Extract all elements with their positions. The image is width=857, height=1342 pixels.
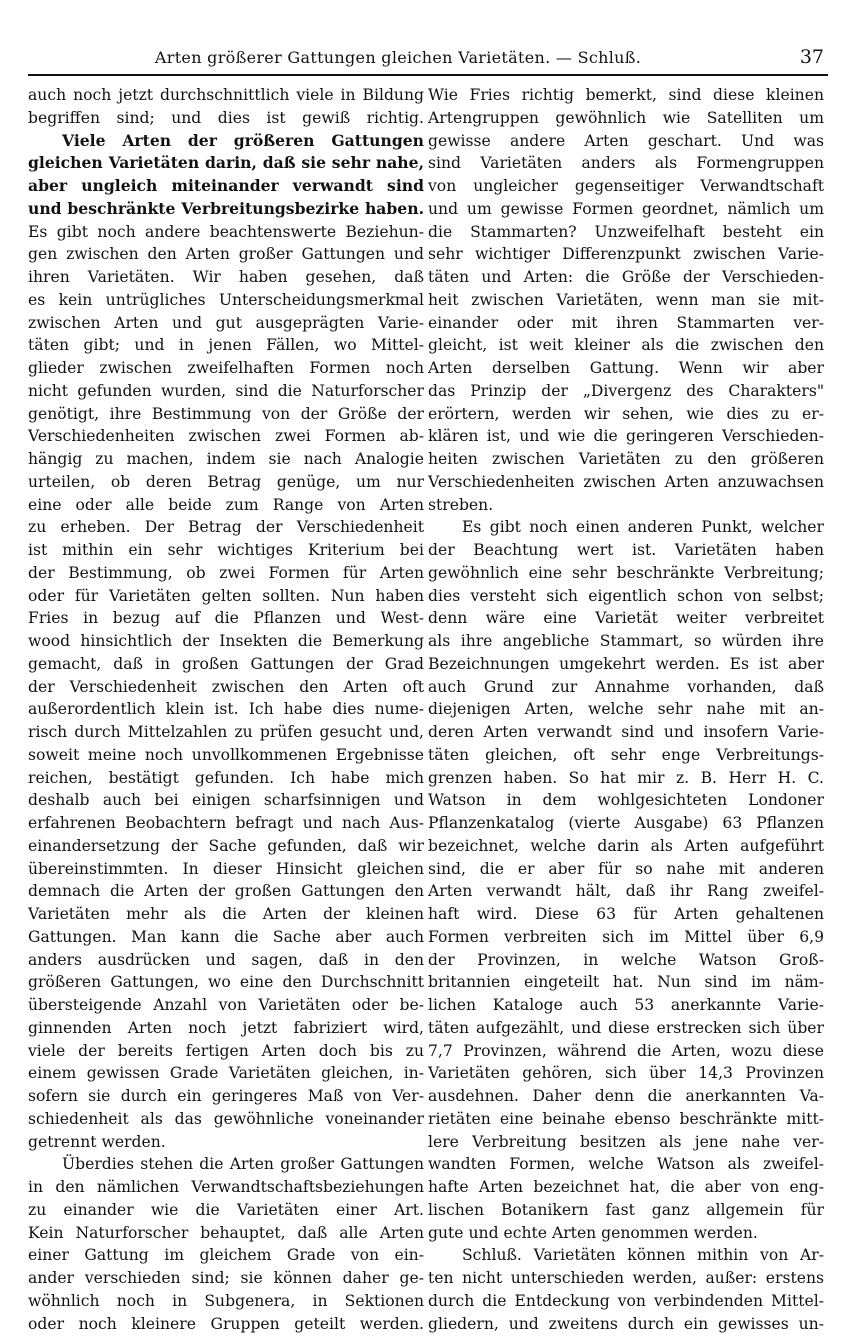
text-line: getrennt werden. — [28, 1132, 166, 1151]
text-line: Verschiedenheiten zwischen zwei Formen ab- — [28, 427, 424, 446]
text-line: schiedenheit als das gewöhnliche voneinander — [28, 1109, 424, 1128]
text-line: ten nicht unterschieden werden, außer: erstens — [428, 1269, 824, 1287]
text-line: sofern sie durch ein geringeres Maß von Ver- — [28, 1087, 424, 1105]
text-line: Fries in bezug auf die Pflanzen und West- — [28, 609, 424, 628]
text-line: oder noch kleinere Gruppen geteilt werden. — [28, 1314, 424, 1333]
text-line: lischen Botanikern fast ganz allgemein für — [428, 1200, 824, 1219]
text-line: Viele Arten der größeren Gattungen — [62, 130, 424, 150]
text-line: sind Varietäten anders als Formengruppen — [428, 154, 824, 173]
text-line: haft wird. Diese 63 für Arten gehaltenen — [428, 905, 824, 923]
text-line: lere Verbreitung besitzen als jene nahe ver- — [428, 1132, 824, 1151]
text-line: grenzen haben. So hat mir z. B. Herr H. C. — [428, 768, 824, 787]
text-line: gleichen Varietäten darin, daß sie sehr nahe, — [28, 153, 424, 173]
text-line: demnach die Arten der großen Gattungen den — [28, 882, 424, 901]
text-line: Artengruppen gewöhnlich wie Satelliten um — [428, 108, 824, 127]
text-line: Varietäten mehr als die Arten der kleinen — [28, 905, 424, 923]
text-line: einer Gattung im gleichem Grade von ein- — [28, 1246, 424, 1265]
text-line: bezeichnet, welche darin als Arten aufgeführt — [428, 836, 824, 855]
text-line: urteilen, ob deren Betrag genüge, um nur — [28, 472, 424, 491]
text-line: gewöhnlich eine sehr beschränkte Verbreitung; — [428, 563, 824, 582]
running-title: Arten größerer Gattungen gleichen Varietäten. — Schluß. — [154, 48, 642, 67]
text-line: und beschränkte Verbreitungsbezirke haben. — [28, 198, 424, 218]
text-line: rietäten eine beinahe ebenso beschränkte mitt- — [428, 1109, 824, 1128]
text-line: täten aufgezählt, und diese erstrecken sich über — [428, 1018, 824, 1037]
text-line: klären ist, und wie die geringeren Verschieden- — [428, 427, 824, 446]
text-line: gemacht, daß in großen Gattungen der Grad — [28, 654, 424, 673]
text-line: gliedern, und zweitens durch ein gewisses un- — [428, 1314, 824, 1333]
text-line: von ungleicher gegenseitiger Verwandtschaft — [428, 177, 824, 195]
text-line: einandersetzung der Sache gefunden, daß wir — [28, 836, 424, 855]
text-line: zwischen Arten und gut ausgeprägten Varie- — [28, 313, 424, 332]
text-line: Kein Naturforscher behauptet, daß alle Arten — [28, 1223, 424, 1242]
text-line: täten gleichen, oft sehr enge Verbreitungs- — [428, 745, 824, 764]
text-line: heiten zwischen Varietäten zu den größeren — [428, 450, 824, 468]
text-line: lichen Kataloge auch 53 anerkannte Varie- — [428, 996, 824, 1014]
text-line: übereinstimmten. In dieser Hinsicht gleichen — [28, 859, 424, 878]
text-line: erörtern, werden wir sehen, wie dies zu er- — [428, 404, 824, 423]
text-line: ausdehnen. Daher denn die anerkannten Va- — [428, 1087, 824, 1105]
text-line: übersteigende Anzahl von Varietäten oder be- — [28, 996, 424, 1014]
text-line: eine oder alle beide zum Range von Arten — [28, 495, 424, 514]
text-line: zu erheben. Der Betrag der Verschiedenheit — [28, 518, 424, 537]
text-line: Verschiedenheiten zwischen Arten anzuwachsen — [428, 472, 824, 491]
text-line: Watson in dem wohlgesichteten Londoner — [428, 791, 824, 810]
right-column — [428, 84, 824, 1336]
text-line: Arten verwandt hält, daß ihr Rang zweifel- — [428, 882, 824, 901]
text-line: erfahrenen Beobachtern befragt und nach Aus- — [28, 814, 424, 832]
text-line: Arten derselben Gattung. Wenn wir aber — [428, 359, 824, 377]
text-line: denn wäre eine Varietät weiter verbreitet — [428, 609, 824, 628]
text-line: ginnenden Arten noch jetzt fabriziert wird, — [28, 1018, 424, 1037]
text-line: größeren Gattungen, wo eine den Durchschnitt — [28, 973, 424, 992]
text-line: aber ungleich miteinander verwandt sind — [28, 176, 424, 195]
text-line: soweit meine noch unvollkommenen Ergebnisse — [28, 745, 424, 764]
text-line: deren Arten verwandt sind und insofern Varie- — [428, 723, 824, 741]
text-line: oder für Varietäten gelten sollten. Nun haben — [28, 586, 424, 605]
text-line: durch die Entdeckung von verbindenden Mittel- — [428, 1291, 824, 1310]
text-line: Pflanzenkatalog (vierte Ausgabe) 63 Pflanzen — [428, 814, 824, 832]
text-line: gleicht, ist weit kleiner als die zwischen den — [428, 336, 824, 355]
text-line: sehr wichtiger Differenzpunkt zwischen Varie- — [428, 245, 824, 264]
text-line: der Bestimmung, ob zwei Formen für Arten — [28, 563, 424, 582]
page-header — [28, 44, 828, 76]
text-line: diejenigen Arten, welche sehr nahe mit an- — [428, 700, 824, 719]
page-number: 37 — [799, 46, 824, 68]
text-line: Schluß. Varietäten können mithin von Ar- — [462, 1246, 824, 1265]
text-line: Bezeichnungen umgekehrt werden. Es ist aber — [428, 654, 824, 673]
text-line: täten gibt; und in jenen Fällen, wo Mittel- — [28, 336, 424, 355]
text-line: wood hinsichtlich der Insekten die Bemerkung — [28, 632, 424, 650]
text-line: gute und echte Arten genommen werden. — [428, 1223, 758, 1242]
text-line: auch Grund zur Annahme vorhanden, daß — [428, 677, 824, 696]
text-line: täten und Arten: die Größe der Verschieden- — [428, 268, 824, 286]
text-line: Wie Fries richtig bemerkt, sind diese kleinen — [428, 86, 824, 104]
text-line: der Verschiedenheit zwischen den Arten oft — [28, 677, 424, 696]
text-line: der Beachtung wert ist. Varietäten haben — [428, 541, 824, 559]
text-line: auch noch jetzt durchschnittlich viele in Bildung — [28, 86, 424, 104]
text-line: wandten Formen, welche Watson als zweifel- — [428, 1155, 824, 1174]
text-line: ihren Varietäten. Wir haben gesehen, daß — [28, 268, 424, 286]
text-line: das Prinzip der „Divergenz des Charakters" — [428, 381, 824, 400]
text-line: britannien eingeteilt hat. Nun sind im näm- — [428, 973, 824, 992]
text-line: Es gibt noch einen anderen Punkt, welcher — [462, 518, 824, 537]
text-line: Gattungen. Man kann die Sache aber auch — [28, 927, 424, 946]
text-line: und um gewisse Formen geordnet, nämlich um — [428, 199, 824, 218]
text-line: Es gibt noch andere beachtenswerte Beziehun- — [28, 222, 424, 241]
text-line: in den nämlichen Verwandtschaftsbeziehungen — [28, 1178, 424, 1196]
text-line: wöhnlich noch in Subgenera, in Sektionen — [28, 1291, 424, 1310]
text-line: es kein untrügliches Unterscheidungsmerkmal — [28, 290, 424, 309]
text-line: nicht gefunden wurden, sind die Naturforscher — [28, 381, 424, 400]
text-line: einander oder mit ihren Stammarten ver- — [428, 313, 824, 332]
text-line: 7,7 Provinzen, während die Arten, wozu diese — [428, 1041, 824, 1060]
text-line: hängig zu machen, indem sie nach Analogie — [28, 450, 424, 468]
text-line: hafte Arten bezeichnet hat, die aber von eng- — [428, 1178, 824, 1196]
text-line: genötigt, ihre Bestimmung von der Größe der — [28, 404, 424, 423]
text-line: gen zwischen den Arten großer Gattungen und — [28, 245, 424, 264]
text-line: begriffen sind; und dies ist gewiß richtig. — [28, 108, 424, 127]
text-line: deshalb auch bei einigen scharfsinnigen und — [28, 791, 424, 810]
text-line: sind, die er aber für so nahe mit anderen — [428, 859, 824, 878]
text-line: einem gewissen Grade Varietäten gleichen, in- — [28, 1064, 424, 1083]
text-line: der Provinzen, in welche Watson Groß- — [428, 950, 824, 969]
text-line: risch durch Mittelzahlen zu prüfen gesucht und, — [28, 723, 424, 741]
text-line: anders ausdrücken und sagen, daß in den — [28, 950, 424, 969]
text-line: außerordentlich klein ist. Ich habe dies nume- — [28, 700, 424, 719]
text-line: dies versteht sich eigentlich schon von selbst; — [428, 586, 824, 605]
text-line: ist mithin ein sehr wichtiges Kriterium bei — [28, 541, 424, 559]
text-line: heit zwischen Varietäten, wenn man sie mit- — [428, 290, 824, 309]
text-line: Formen verbreiten sich im Mittel über 6,9 — [428, 927, 824, 946]
text-line: ander verschieden sind; sie können daher ge- — [28, 1269, 424, 1287]
text-line: als ihre angebliche Stammart, so würden ihre — [428, 632, 824, 650]
text-line: streben. — [428, 495, 494, 514]
text-line: Überdies stehen die Arten großer Gattungen — [62, 1155, 424, 1174]
text-line: gewisse andere Arten geschart. Und was — [428, 131, 824, 150]
left-column — [28, 84, 424, 1336]
text-line: zu einander wie die Varietäten einer Art. — [28, 1200, 424, 1219]
text-line: viele der bereits fertigen Arten doch bis zu — [28, 1041, 424, 1060]
text-line: die Stammarten? Unzweifelhaft besteht ein — [428, 222, 824, 241]
text-line: Varietäten gehören, sich über 14,3 Provinzen — [428, 1064, 824, 1083]
text-line: glieder zwischen zweifelhaften Formen noch — [28, 359, 424, 377]
text-line: reichen, bestätigt gefunden. Ich habe mich — [28, 768, 424, 787]
